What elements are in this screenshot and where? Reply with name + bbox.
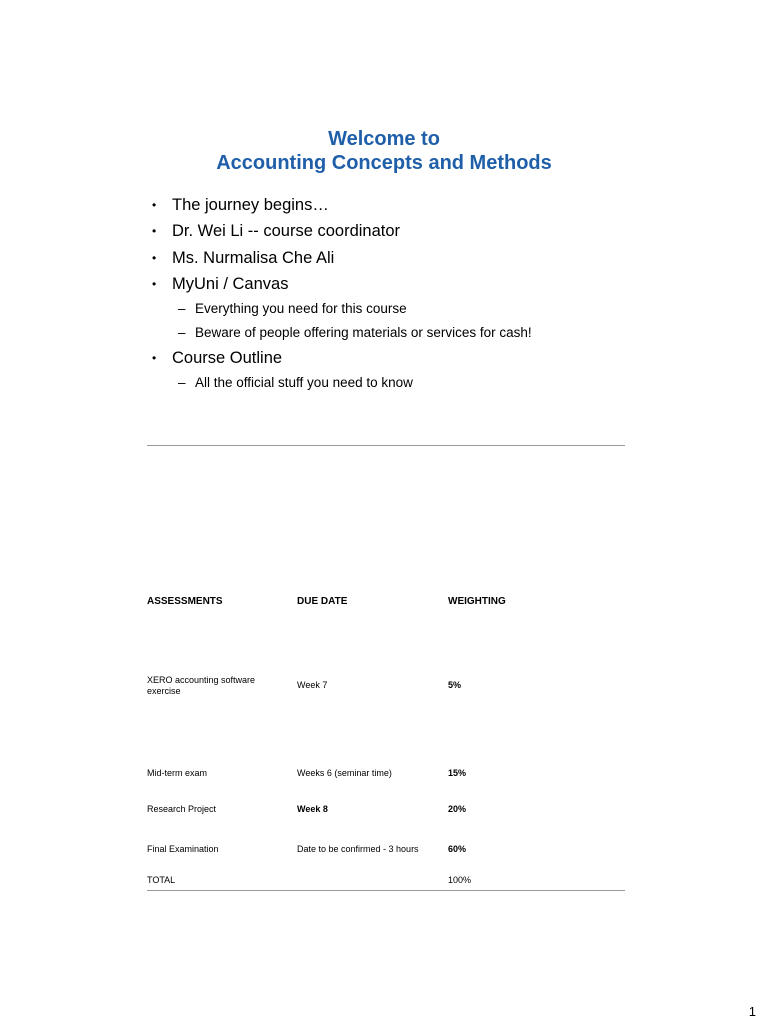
dash-icon: – bbox=[178, 301, 186, 316]
row-assessment: Research Project bbox=[147, 804, 217, 814]
sub-bullet-text: Beware of people offering materials or services for cash! bbox=[195, 325, 532, 340]
header-due-date: DUE DATE bbox=[297, 596, 348, 607]
sub-bullet-text: All the official stuff you need to know bbox=[195, 375, 413, 390]
row-weight: 15% bbox=[448, 768, 467, 778]
row-weight: 100% bbox=[448, 875, 472, 885]
row-weight: 20% bbox=[448, 804, 467, 814]
row-assessment: TOTAL bbox=[147, 875, 176, 885]
row-assessment: XERO accounting software exercise bbox=[147, 675, 256, 696]
bullet-dot-icon: • bbox=[152, 251, 157, 265]
dash-icon: – bbox=[178, 325, 186, 340]
row-due: Week 8 bbox=[297, 804, 328, 814]
sub-bullet-text: Everything you need for this course bbox=[195, 301, 407, 316]
slide-title-line-1: Welcome to bbox=[328, 128, 440, 150]
row-weight: 60% bbox=[448, 844, 467, 854]
bullet-text: Ms. Nurmalisa Che Ali bbox=[172, 249, 335, 267]
bullet-text: Dr. Wei Li -- course coordinator bbox=[172, 222, 401, 240]
bullet-text: MyUni / Canvas bbox=[172, 275, 289, 293]
slide-divider bbox=[147, 445, 625, 446]
bullet-dot-icon: • bbox=[152, 224, 157, 238]
row-due: Weeks 6 (seminar time) bbox=[297, 768, 392, 778]
bullet-dot-icon: • bbox=[152, 198, 157, 212]
dash-icon: – bbox=[178, 375, 186, 390]
row-assessment: Mid-term exam bbox=[147, 768, 208, 778]
row-weight: 5% bbox=[448, 680, 462, 690]
bullet-text: The journey begins… bbox=[172, 196, 329, 214]
bullet-text: Course Outline bbox=[172, 349, 283, 367]
row-due: Date to be confirmed - 3 hours bbox=[297, 844, 419, 854]
row-assessment: Final Examination bbox=[147, 844, 219, 854]
page-number: 1 bbox=[748, 1004, 756, 1019]
slide-title-line-2: Accounting Concepts and Methods bbox=[216, 152, 552, 174]
bullet-dot-icon: • bbox=[152, 277, 157, 291]
header-assessments: ASSESSMENTS bbox=[147, 596, 223, 607]
row-due: Week 7 bbox=[297, 680, 328, 690]
table-bottom-rule bbox=[147, 890, 625, 891]
header-weighting: WEIGHTING bbox=[448, 596, 506, 607]
bullet-dot-icon: • bbox=[152, 351, 157, 365]
